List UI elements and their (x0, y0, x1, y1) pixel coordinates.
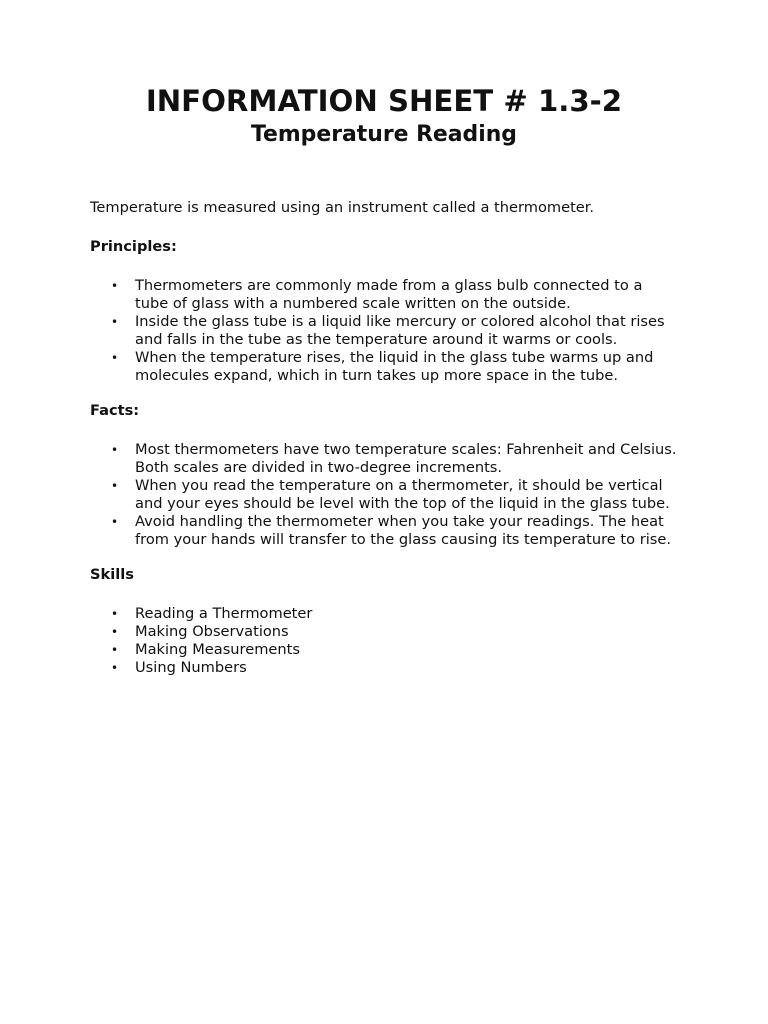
section-heading-facts: Facts: (90, 402, 140, 419)
list-item-text: Using Numbers (135, 659, 247, 676)
bullet-icon: • (111, 351, 119, 365)
bullet-icon: • (111, 279, 119, 293)
bullet-icon: • (111, 479, 119, 493)
bullet-icon: • (111, 315, 119, 329)
skills-list (90, 605, 680, 677)
list-item (90, 277, 680, 313)
list-item-text: Most thermometers have two temperature scales: Fahrenheit and Celsius. Both scales are divided in two-degree increments. (135, 441, 677, 476)
list-item (90, 513, 680, 549)
bullet-icon: • (111, 643, 119, 657)
list-item-text: When the temperature rises, the liquid in the glass tube warms up and molecules expand, which in turn takes up more space in the tube. (135, 349, 654, 384)
list-item (90, 441, 680, 477)
list-item (90, 659, 680, 677)
list-item-text: Making Observations (135, 623, 289, 640)
list-item (90, 477, 680, 513)
list-item-text: Avoid handling the thermometer when you take your readings. The heat from your hands will transfer to the glass causing its temperature to rise. (135, 513, 671, 548)
list-item-text: Thermometers are commonly made from a glass bulb connected to a tube of glass with a numbered scale written on the outside. (135, 277, 643, 312)
list-item-text: When you read the temperature on a thermometer, it should be vertical and your eyes should be level with the top of the liquid in the glass tube. (135, 477, 670, 512)
list-item-text: Inside the glass tube is a liquid like mercury or colored alcohol that rises and falls in the tube as the temperature around it warms or cools. (135, 313, 665, 348)
section-heading-skills: Skills (90, 566, 134, 583)
bullet-icon: • (111, 515, 119, 529)
list-item-text: Reading a Thermometer (135, 605, 313, 622)
principles-list (90, 277, 680, 385)
document-body (90, 199, 680, 694)
bullet-icon: • (111, 661, 119, 675)
list-item (90, 623, 680, 641)
list-item (90, 605, 680, 623)
bullet-icon: • (111, 607, 119, 621)
bullet-icon: • (111, 443, 119, 457)
sheet-subtitle: Temperature Reading (251, 122, 517, 147)
list-item (90, 349, 680, 385)
intro-paragraph: Temperature is measured using an instrument called a thermometer. (90, 199, 595, 216)
sheet-title: INFORMATION SHEET # 1.3-2 (145, 84, 623, 118)
list-item (90, 641, 680, 659)
list-item (90, 313, 680, 349)
list-item-text: Making Measurements (135, 641, 300, 658)
bullet-icon: • (111, 625, 119, 639)
facts-list (90, 441, 680, 549)
section-heading-principles: Principles: (90, 238, 177, 255)
